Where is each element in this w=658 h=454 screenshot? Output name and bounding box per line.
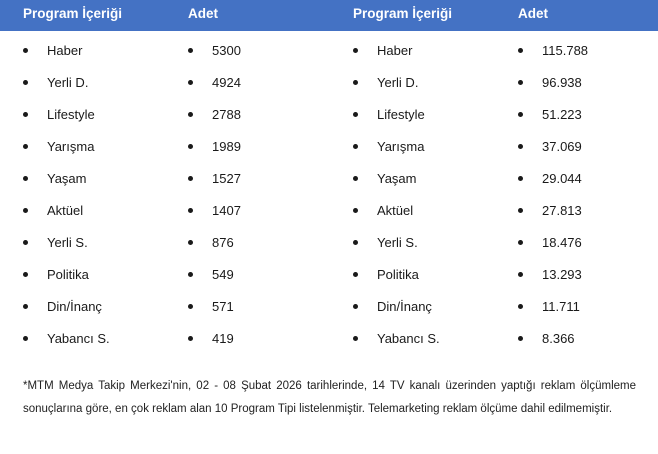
cell-right-program: Politika <box>377 267 419 282</box>
bullet-icon <box>353 144 358 149</box>
table-row <box>0 98 658 130</box>
table-row <box>0 226 658 258</box>
cell-left-count: 549 <box>212 267 234 282</box>
cell-left-count: 5300 <box>212 43 241 58</box>
bullet-icon <box>518 48 523 53</box>
cell-right-count: 13.293 <box>542 267 582 282</box>
bullet-icon <box>188 112 193 117</box>
bullet-icon <box>23 112 28 117</box>
cell-right-count: 115.788 <box>542 43 589 58</box>
cell-right-program: Yerli D. <box>377 75 419 90</box>
header-left-program: Program İçeriği <box>23 6 123 21</box>
cell-left-program: Haber <box>47 43 83 58</box>
bullet-icon <box>23 80 28 85</box>
bullet-icon <box>518 80 523 85</box>
bullet-icon <box>23 144 28 149</box>
cell-right-program: Yarışma <box>377 139 425 154</box>
cell-right-count: 8.366 <box>542 331 575 346</box>
bullet-icon <box>353 304 358 309</box>
cell-left-program: Yarışma <box>47 139 95 154</box>
header-right-count: Adet <box>518 6 548 21</box>
bullet-icon <box>518 144 523 149</box>
footnote: *MTM Medya Takip Merkezi'nin, 02 - 08 Şubat 2026 tarihlerinde, 14 TV kanalı üzerinden yaptığı reklam ölçümleme sonuçlarına göre, en çok reklam alan 10 Program Tipi listelenmiştir. Telemarketing reklam ölçüme dahil edilmemiştir. <box>23 380 636 415</box>
cell-left-count: 1527 <box>212 171 241 186</box>
bullet-icon <box>188 272 193 277</box>
bullet-icon <box>518 336 523 341</box>
bullet-icon <box>353 336 358 341</box>
bullet-icon <box>188 240 193 245</box>
cell-right-count: 37.069 <box>542 139 582 154</box>
cell-left-program: Lifestyle <box>47 107 95 122</box>
cell-right-program: Aktüel <box>377 203 414 218</box>
cell-left-count: 876 <box>212 235 234 250</box>
cell-left-program: Din/İnanç <box>47 299 102 314</box>
cell-right-count: 96.938 <box>542 75 582 90</box>
cell-right-program: Lifestyle <box>377 107 425 122</box>
cell-right-count: 29.044 <box>542 171 582 186</box>
cell-left-count: 1407 <box>212 203 241 218</box>
cell-right-program: Haber <box>377 43 413 58</box>
cell-left-count: 419 <box>212 331 234 346</box>
bullet-icon <box>353 80 358 85</box>
bullet-icon <box>518 272 523 277</box>
cell-left-program: Yabancı S. <box>47 331 110 346</box>
cell-left-count: 571 <box>212 299 234 314</box>
header-right-program: Program İçeriği <box>353 6 453 21</box>
bullet-icon <box>353 208 358 213</box>
bullet-icon <box>518 304 523 309</box>
cell-right-count: 11.711 <box>542 299 580 314</box>
bullet-icon <box>353 272 358 277</box>
bullet-icon <box>23 336 28 341</box>
cell-left-program: Aktüel <box>47 203 84 218</box>
bullet-icon <box>353 48 358 53</box>
cell-right-program: Din/İnanç <box>377 299 432 314</box>
bullet-icon <box>188 48 193 53</box>
bullet-icon <box>353 176 358 181</box>
table-row <box>0 162 658 194</box>
bullet-icon <box>188 80 193 85</box>
bullet-icon <box>23 208 28 213</box>
cell-right-program: Yerli S. <box>377 235 418 250</box>
cell-left-program: Yaşam <box>47 171 87 186</box>
bullet-icon <box>518 112 523 117</box>
bullet-icon <box>518 176 523 181</box>
table-row <box>0 194 658 226</box>
bullet-icon <box>23 176 28 181</box>
table-row <box>0 66 658 98</box>
bullet-icon <box>188 176 193 181</box>
cell-left-program: Yerli S. <box>47 235 88 250</box>
table-row <box>0 34 658 66</box>
cell-left-program: Politika <box>47 267 89 282</box>
cell-left-program: Yerli D. <box>47 75 89 90</box>
bullet-icon <box>353 240 358 245</box>
cell-right-count: 18.476 <box>542 235 582 250</box>
bullet-icon <box>353 112 358 117</box>
table-row <box>0 322 658 354</box>
bullet-icon <box>518 208 523 213</box>
cell-right-program: Yabancı S. <box>377 331 440 346</box>
bullet-icon <box>23 240 28 245</box>
bullet-icon <box>23 272 28 277</box>
bullet-icon <box>188 304 193 309</box>
bullet-icon <box>23 304 28 309</box>
bullet-icon <box>518 240 523 245</box>
cell-left-count: 2788 <box>212 107 241 122</box>
cell-right-count: 51.223 <box>542 107 582 122</box>
table-header <box>0 0 658 31</box>
table-row <box>0 258 658 290</box>
table-row <box>0 130 658 162</box>
bullet-icon <box>188 208 193 213</box>
cell-left-count: 4924 <box>212 75 241 90</box>
cell-left-count: 1989 <box>212 139 241 154</box>
table-body <box>0 34 658 354</box>
header-left-count: Adet <box>188 6 218 21</box>
bullet-icon <box>188 144 193 149</box>
bullet-icon <box>23 48 28 53</box>
table-row <box>0 290 658 322</box>
cell-right-program: Yaşam <box>377 171 417 186</box>
bullet-icon <box>188 336 193 341</box>
cell-right-count: 27.813 <box>542 203 582 218</box>
